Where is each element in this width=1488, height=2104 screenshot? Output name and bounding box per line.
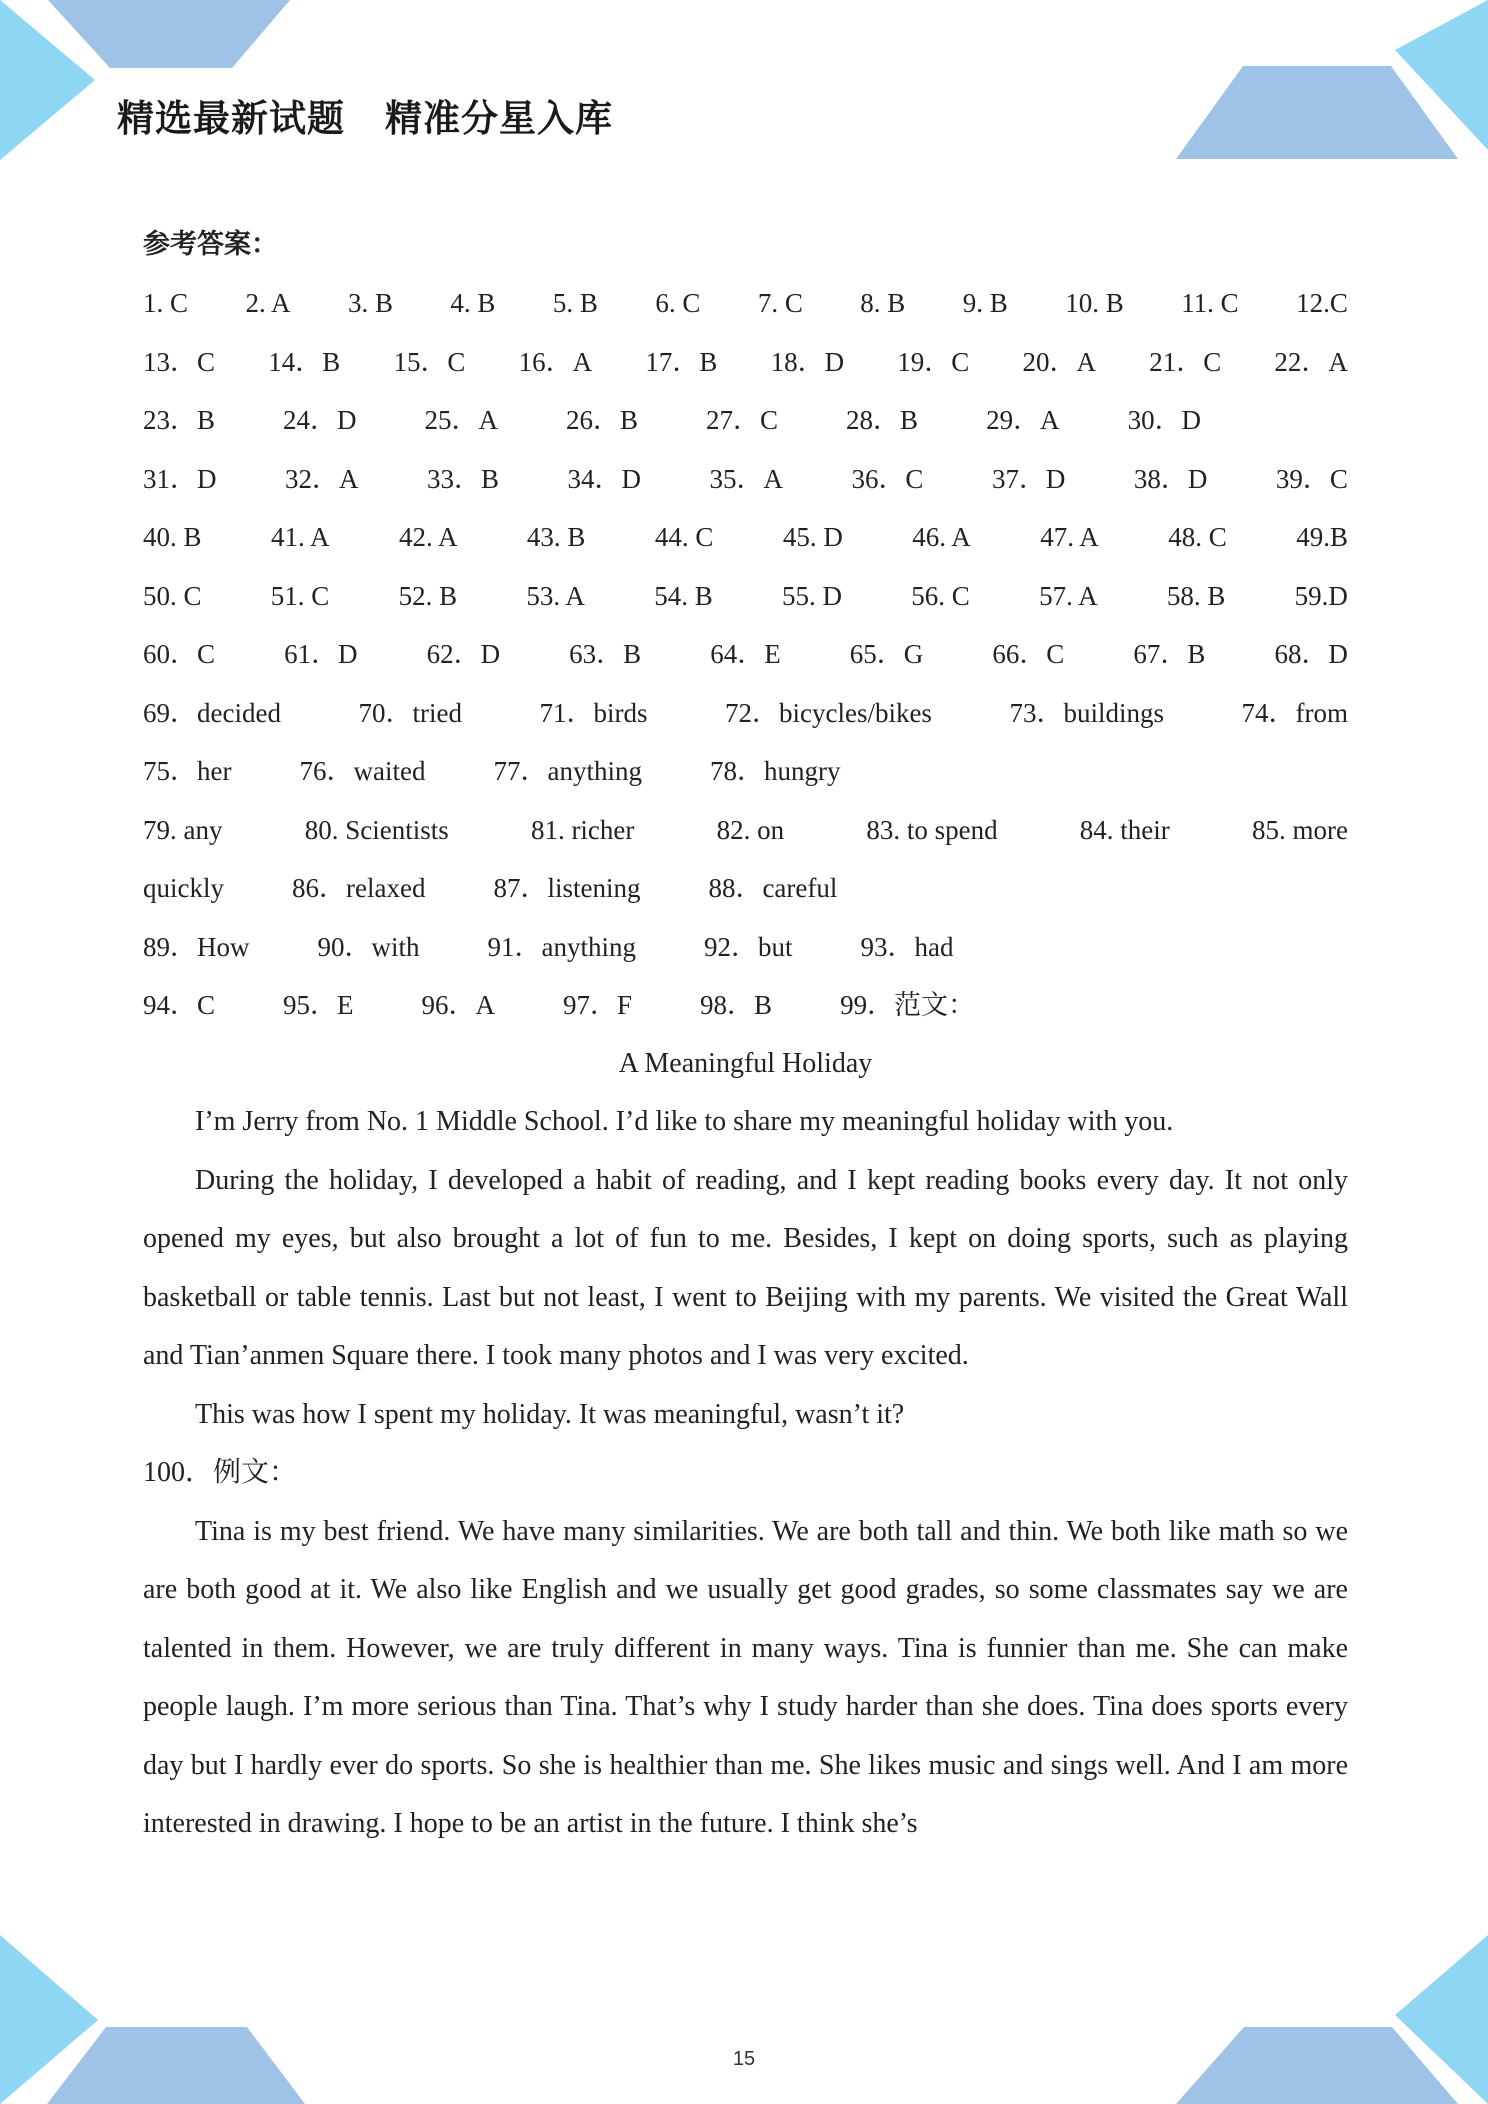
answer-item: 76．waited [299,756,426,786]
answers-label: 参考答案： [143,229,278,260]
answer-item: 26．B [566,405,639,435]
answer-row-10 [143,801,1348,860]
deco-shape-top-right-trapezoid [1176,66,1458,159]
answer-row-2 [143,333,1348,392]
answer-item: 44. C [654,522,714,552]
answer-item: 97．F [563,990,633,1020]
answer-item: 48. C [1168,522,1227,552]
answer-item: 67．B [1133,639,1206,669]
header-title-part2: 精准分星入库 [385,97,613,140]
answer-item: 75．her [143,756,232,786]
essay-99-paragraph-1: I’m Jerry from No. 1 Middle School. I’d like to share my meaningful holiday with you. [195,1106,1174,1137]
answer-row-12 [143,918,1348,977]
answer-item: 46. A [912,522,971,552]
answer-item: 82. on [716,814,785,845]
answer-item: 25．A [424,405,499,435]
answer-item: 34．D [567,463,641,494]
answer-item: 69．decided [143,697,281,728]
answer-item: 58. B [1166,580,1226,611]
answer-row-3 [143,391,1348,450]
answer-item: 37．D [991,463,1066,494]
header-title [117,88,613,142]
answer-item: 59.D [1294,580,1348,611]
answer-item: 33．B [426,463,499,494]
answer-item: 17．B [645,346,718,377]
answer-item: 28．B [846,405,919,435]
answer-item: 19．C [897,346,970,377]
answer-item: 90．with [317,931,420,962]
answer-item: 13．C [143,346,216,377]
answer-item: 61．D [284,639,358,669]
answer-item: 66．C [992,639,1065,669]
answer-item: 27．C [706,405,779,435]
answer-item: 65．G [849,639,924,669]
answer-row-11 [143,859,1348,918]
answer-row-4 [143,450,1348,509]
answer-item: 79. any [143,814,223,845]
answer-item: 1. C [143,288,189,318]
answer-item: 6. C [655,288,701,318]
answer-item: 70．tried [358,697,462,728]
answer-item: 31．D [143,463,217,494]
answer-item: 54. B [654,580,713,611]
answer-row-7 [143,625,1348,684]
answer-item: 16．A [518,346,593,377]
answer-item: 22．A [1274,346,1348,377]
answer-item: 88．careful [708,873,838,903]
answer-item: 83. to spend [866,814,998,845]
essay-99-title: A Meaningful Holiday [618,1047,873,1079]
answer-item: 85. more [1252,814,1348,845]
answer-item: 81. richer [530,814,635,845]
answer-item: 68．D [1274,639,1348,669]
answer-row-1 [143,274,1348,333]
answer-item: 41. A [270,522,330,552]
answer-item: 21．C [1149,346,1222,377]
answer-item: 92．but [704,931,793,962]
answer-item: 10. B [1065,288,1124,318]
answer-item: 71．birds [539,697,648,728]
answer-item: 30．D [1127,405,1202,435]
answer-item: 35．A [709,463,783,494]
answer-row-9 [143,742,1348,801]
essay-99-paragraph-2: During the holiday, I developed a habit of reading, and I kept reading books every day. It not only opened my eyes, but also brought a lot of fun to me. Besides, I kept on doing sports, such as playing basketball or table tennis. Last but not least, I went to Beijing with my parents. We visited the Great Wall and Tian’anmen Square there. I took many photos and I was very excited. [143,1164,1348,1371]
answer-item: quickly [143,873,224,903]
answer-item: 45. D [782,522,843,552]
answer-row-6 [143,567,1348,626]
answer-item: 95．E [283,990,354,1020]
deco-shape-top-left-trapezoid [48,0,290,68]
answer-item: 91．anything [487,931,637,962]
answer-item: 89．How [143,931,250,962]
answer-item: 42. A [398,522,458,552]
answer-item: 36．C [851,463,924,494]
answer-item: 86．relaxed [292,873,426,903]
answer-item: 96．A [421,990,496,1020]
answer-item: 11. C [1181,288,1239,318]
answer-item: 2. A [245,288,291,318]
answer-item: 15．C [393,346,466,377]
answer-item: 74．from [1241,697,1348,728]
answer-row-5 [143,508,1348,567]
header-title-part1: 精选最新试题 [117,97,345,140]
answer-item: 43. B [526,522,586,552]
answer-item: 49.B [1296,522,1348,552]
answer-item: 72．bicycles/bikes [724,697,932,728]
answer-item: 9. B [962,288,1008,318]
answer-item: 39．C [1275,463,1348,494]
answer-item: 12.C [1296,288,1348,318]
answer-item: 60．C [143,639,216,669]
answer-item: 80. Scientists [304,814,449,845]
answer-item: 99．范文： [840,990,976,1020]
answer-item: 23．B [143,405,216,435]
page-number: 15 [732,2048,756,2070]
answer-row-13 [143,976,1348,1035]
answer-item: 64．E [710,639,781,669]
answer-item: 84. their [1079,814,1170,845]
question-100-label: 100．例文： [143,1457,298,1488]
answer-item: 29．A [986,405,1060,435]
answer-content [143,216,1348,1854]
answer-item: 38．D [1133,463,1208,494]
answer-item: 50. C [143,580,202,611]
answer-item: 4. B [450,288,496,318]
answer-item: 63．B [569,639,642,669]
answer-item: 73．buildings [1009,697,1164,728]
answer-item: 56. C [911,580,970,611]
answer-item: 93．had [860,931,954,962]
answer-item: 87．listening [493,873,641,903]
answer-item: 47. A [1040,522,1099,552]
answer-item: 20．A [1022,346,1096,377]
answer-item: 5. B [552,288,598,318]
answer-item: 24．D [283,405,357,435]
answer-item: 77．anything [493,756,642,786]
answer-item: 18．D [770,346,845,377]
answer-item: 62．D [426,639,501,669]
answer-item: 8. B [860,288,906,318]
answer-item: 7. C [757,288,803,318]
answer-item: 78．hungry [709,756,841,786]
answer-item: 94．C [143,990,216,1020]
essay-100-paragraph: Tina is my best friend. We have many similarities. We are both tall and thin. We both like math so we are both good at it. We also like English and we usually get good grades, so some classmates say we are talented in them. However, we are truly different in many ways. Tina is funnier than me. She can make people laugh. I’m more serious than Tina. That’s why I study harder than she does. Tina does sports every day but I hardly ever do sports. So she is healthier than me. She likes music and sings well. And I am more interested in drawing. I hope to be an artist in the future. I think she’s [143,1515,1348,1839]
answer-row-8 [143,684,1348,743]
answer-item: 57. A [1039,580,1098,611]
answer-item: 40. B [143,522,202,552]
answer-item: 32．A [284,463,359,494]
essay-99-paragraph-3: This was how I spent my holiday. It was meaningful, wasn’t it? [195,1398,905,1430]
answer-item: 55. D [781,580,842,611]
answer-item: 53. A [526,580,585,611]
answer-item: 98．B [700,990,773,1020]
answer-item: 14．B [268,346,341,377]
answer-item: 52. B [398,580,458,611]
answer-item: 3. B [347,288,393,318]
answer-item: 51. C [270,580,330,611]
